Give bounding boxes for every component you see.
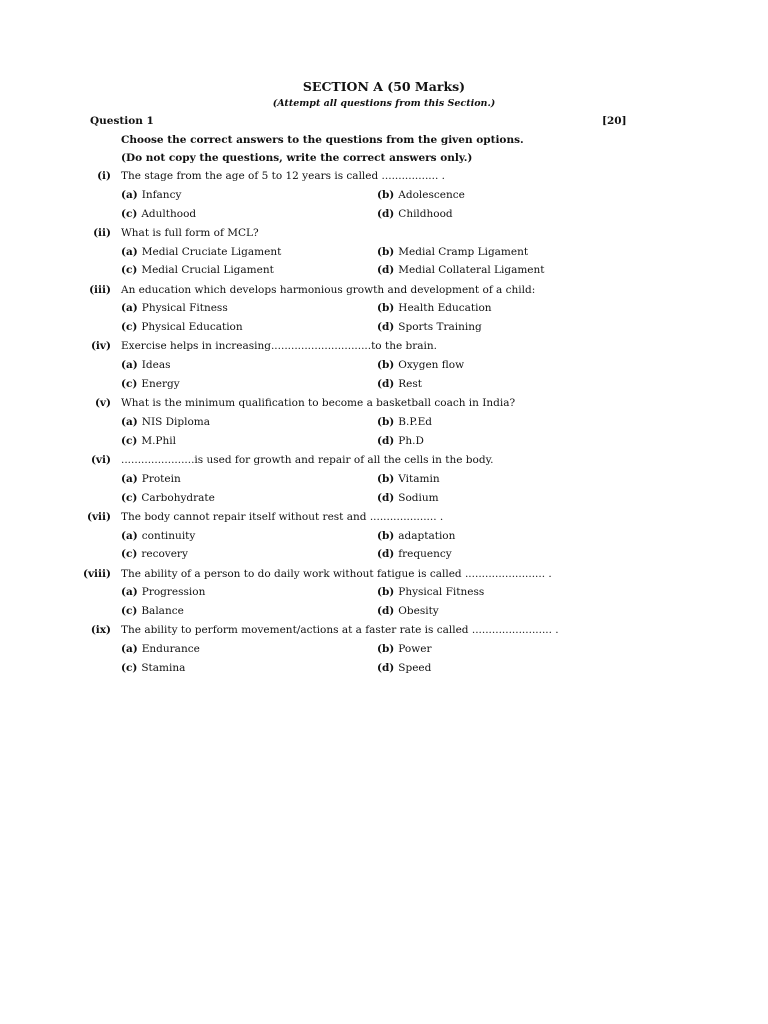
- answer-option: [377, 435, 424, 447]
- answer-option: [377, 605, 439, 617]
- answer-option: [121, 643, 200, 655]
- option-text: Power: [398, 643, 432, 656]
- option-letter: (b): [377, 643, 395, 656]
- option-text: recovery: [141, 548, 188, 561]
- option-text: Energy: [141, 378, 180, 390]
- option-letter: (d): [377, 605, 395, 618]
- option-letter: (b): [377, 188, 395, 201]
- answer-option: [121, 416, 210, 428]
- option-text: Oxygen flow: [398, 359, 465, 372]
- answer-option: [121, 208, 196, 220]
- question-text: The ability of a person to do daily work without fatigue is called ........................ .: [121, 567, 552, 580]
- answer-option: [377, 548, 452, 560]
- answer-option: [377, 321, 482, 333]
- question-number: (viii): [82, 567, 111, 580]
- section-title: SECTION A (50 Marks): [302, 79, 466, 94]
- option-text: Rest: [398, 378, 423, 390]
- option-letter: (c): [121, 264, 138, 277]
- option-letter: (a): [121, 529, 138, 542]
- option-letter: (a): [121, 416, 138, 428]
- answer-option: [121, 586, 205, 598]
- option-letter: (b): [377, 302, 395, 315]
- option-letter: (c): [121, 378, 138, 390]
- option-text: M.Phil: [141, 434, 176, 447]
- option-text: Medial Cruciate Ligament: [141, 245, 282, 258]
- option-letter: (a): [121, 245, 138, 258]
- answer-option: [121, 378, 180, 390]
- question-number: (iii): [89, 283, 111, 296]
- instruction-no-copy: (Do not copy the questions, write the correct answers only.): [121, 152, 473, 164]
- option-letter: (c): [121, 321, 138, 334]
- option-letter: (d): [377, 264, 395, 277]
- option-letter: (b): [377, 416, 395, 428]
- question-number: (ix): [90, 624, 111, 637]
- option-text: NIS Diploma: [141, 416, 211, 428]
- option-text: B.P.Ed: [398, 416, 432, 428]
- answer-option: [121, 605, 184, 617]
- option-text: Obesity: [398, 605, 439, 618]
- option-letter: (c): [121, 434, 138, 447]
- question-number: (ii): [93, 226, 111, 239]
- answer-option: [377, 492, 439, 504]
- option-text: Balance: [141, 605, 184, 618]
- option-text: Medial Cramp Ligament: [398, 245, 529, 258]
- option-letter: (d): [377, 434, 395, 447]
- option-letter: (a): [121, 472, 138, 485]
- answer-option: [121, 473, 181, 485]
- question-number: (vii): [86, 510, 111, 523]
- option-letter: (a): [121, 359, 138, 372]
- question-text: ......................is used for growth and repair of all the cells in the body.: [121, 454, 494, 466]
- option-text: Stamina: [141, 662, 186, 674]
- instruction-choose: Choose the correct answers to the questions from the given options.: [121, 134, 524, 146]
- answer-option: [377, 208, 453, 220]
- option-letter: (c): [121, 207, 138, 220]
- option-letter: (a): [121, 302, 138, 315]
- question-text: What is full form of MCL?: [121, 226, 259, 239]
- answer-option: [377, 359, 464, 371]
- option-text: adaptation: [398, 529, 456, 542]
- option-letter: (d): [377, 662, 395, 674]
- answer-option: [377, 473, 440, 485]
- option-letter: (a): [121, 188, 138, 201]
- option-letter: (a): [121, 643, 138, 656]
- option-text: Endurance: [141, 643, 200, 656]
- option-letter: (d): [377, 207, 395, 220]
- answer-option: [121, 435, 176, 447]
- option-text: Speed: [398, 662, 432, 674]
- option-text: frequency: [398, 548, 452, 561]
- option-text: Physical Fitness: [141, 302, 228, 315]
- option-text: Ph.D: [398, 434, 424, 447]
- answer-option: [377, 378, 422, 390]
- option-letter: (d): [377, 491, 395, 504]
- answer-option: [121, 548, 188, 560]
- option-text: Sodium: [398, 491, 439, 504]
- option-letter: (c): [121, 662, 138, 674]
- question-number: (i): [97, 170, 111, 182]
- option-letter: (b): [377, 359, 395, 372]
- option-letter: (c): [121, 548, 138, 561]
- answer-option: [121, 264, 274, 276]
- question-text: Exercise helps in increasing..............................to the brain.: [121, 340, 437, 353]
- option-text: Adulthood: [141, 207, 197, 220]
- option-text: Sports Training: [398, 321, 482, 334]
- answer-option: [121, 359, 170, 371]
- answer-option: [377, 416, 432, 428]
- question-number: (iv): [90, 340, 111, 353]
- option-letter: (b): [377, 245, 395, 258]
- option-letter: (b): [377, 529, 395, 542]
- question-text: The body cannot repair itself without rest and .................... .: [121, 510, 444, 523]
- answer-option: [377, 246, 528, 258]
- option-text: Physical Fitness: [398, 586, 485, 599]
- option-text: Protein: [141, 472, 181, 485]
- option-letter: (d): [377, 378, 395, 390]
- option-letter: (a): [121, 586, 138, 599]
- option-letter: (d): [377, 321, 395, 334]
- option-text: continuity: [141, 529, 196, 542]
- answer-option: [121, 302, 228, 314]
- answer-option: [377, 302, 492, 314]
- option-letter: (c): [121, 491, 138, 504]
- option-text: Medial Collateral Ligament: [398, 264, 545, 277]
- answer-option: [121, 189, 181, 201]
- option-text: Adolescence: [398, 188, 465, 201]
- answer-option: [121, 492, 215, 504]
- answer-option: [377, 264, 545, 276]
- answer-option: [377, 586, 484, 598]
- option-text: Physical Education: [141, 321, 243, 334]
- option-letter: (b): [377, 586, 395, 599]
- answer-option: [121, 321, 243, 333]
- option-letter: (c): [121, 605, 138, 618]
- option-text: Infancy: [141, 188, 182, 201]
- answer-option: [377, 662, 431, 674]
- question-text: What is the minimum qualification to become a basketball coach in India?: [121, 397, 516, 410]
- answer-option: [377, 643, 431, 655]
- question-label: Question 1: [90, 115, 154, 127]
- answer-option: [377, 530, 455, 542]
- option-letter: (b): [377, 472, 395, 485]
- option-text: Medial Crucial Ligament: [141, 264, 274, 277]
- section-subtitle: (Attempt all questions from this Section.): [272, 98, 496, 109]
- option-text: Ideas: [141, 359, 171, 372]
- question-marks: [20]: [602, 115, 627, 127]
- option-text: Progression: [141, 586, 206, 599]
- option-text: Carbohydrate: [141, 491, 215, 504]
- question-text: An education which develops harmonious growth and development of a child:: [121, 283, 536, 296]
- option-text: Childhood: [398, 207, 453, 220]
- answer-option: [121, 246, 281, 258]
- option-text: Vitamin: [398, 472, 440, 485]
- answer-option: [377, 189, 465, 201]
- answer-option: [121, 530, 195, 542]
- question-text: The ability to perform movement/actions at a faster rate is called ........................ .: [121, 624, 559, 637]
- answer-option: [121, 662, 185, 674]
- question-number: (vi): [90, 454, 111, 466]
- question-text: The stage from the age of 5 to 12 years is called ................. .: [121, 170, 445, 182]
- option-letter: (d): [377, 548, 395, 561]
- option-text: Health Education: [398, 302, 492, 315]
- question-number: (v): [94, 397, 111, 410]
